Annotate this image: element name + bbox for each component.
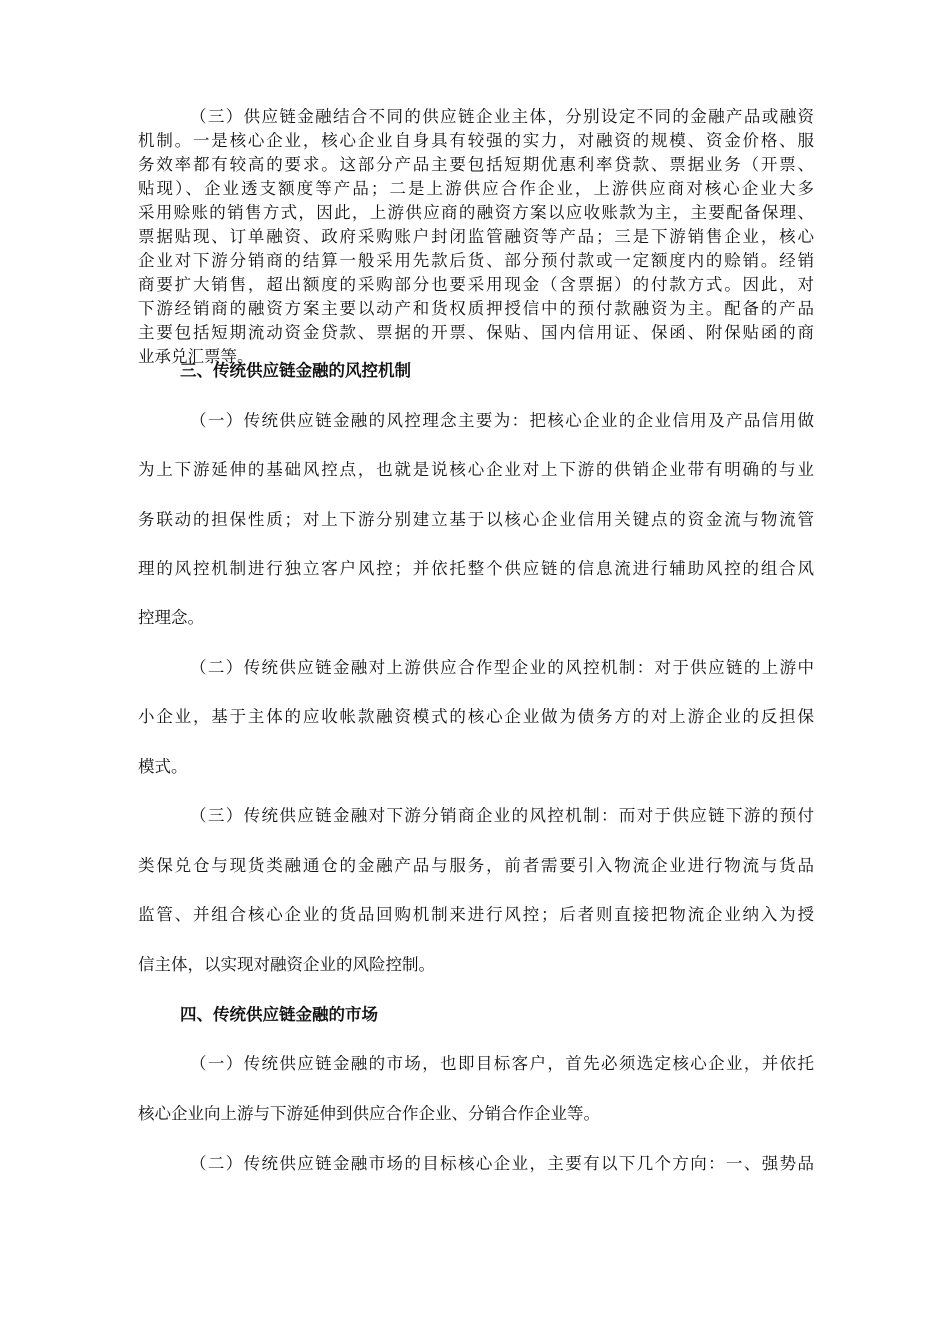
paragraph-line: 业承兑汇票等。: [138, 347, 254, 366]
paragraph-line: 类保兑仓与现货类融通仓的金融产品与服务，前者需要引入物流企业进行物流与货品: [138, 856, 814, 875]
paragraph-line: 信主体，以实现对融资企业的风险控制。: [138, 955, 435, 974]
section-heading: 四、传统供应链金融的市场: [180, 1005, 378, 1024]
paragraph-line: （三）供应链金融结合不同的供应链企业主体，分别设定不同的金融产品或融资: [190, 107, 814, 126]
paragraph-line: 采用赊账的销售方式，因此，上游供应商的融资方案以应收账款为主，主要配备保理、: [138, 203, 814, 222]
paragraph-line: 机制。一是核心企业，核心企业自身具有较强的实力，对融资的规模、资金价格、服: [138, 131, 814, 150]
paragraph-line: 理的风控机制进行独立客户风控；并依托整个供应链的信息流进行辅助风控的组合风: [138, 559, 814, 578]
paragraph-line: （三）传统供应链金融对下游分销商企业的风控机制：而对于供应链下游的预付: [190, 806, 814, 825]
paragraph-line: 票据贴现、订单融资、政府采购账户封闭监管融资等产品；三是下游销售企业，核心: [138, 227, 814, 246]
paragraph-line: 模式。: [138, 757, 188, 776]
paragraph-line: （二）传统供应链金融市场的目标核心企业，主要有以下几个方向：一、强势品: [190, 1154, 814, 1173]
paragraph-line: 小企业，基于主体的应收帐款融资模式的核心企业做为债务方的对上游企业的反担保: [138, 707, 814, 726]
paragraph-line: 务联动的担保性质；对上下游分别建立基于以核心企业信用关键点的资金流与物流管: [138, 510, 814, 529]
paragraph-line: 主要包括短期流动资金贷款、票据的开票、保贴、国内信用证、保函、附保贴函的商: [138, 323, 814, 342]
paragraph-line: 企业对下游分销商的结算一般采用先款后货、部分预付款或一定额度内的赊销。经销: [138, 251, 814, 270]
section-heading: 三、传统供应链金融的风控机制: [180, 361, 411, 380]
paragraph-line: （一）传统供应链金融的市场，也即目标客户，首先必须选定核心企业，并依托: [190, 1054, 814, 1073]
paragraph-line: （一）传统供应链金融的风控理念主要为：把核心企业的企业信用及产品信用做: [190, 411, 814, 430]
paragraph-line: 控理念。: [138, 608, 204, 627]
paragraph-line: 监管、并组合核心企业的货品回购机制来进行风控；后者则直接把物流企业纳入为授: [138, 905, 814, 924]
paragraph-line: 核心企业向上游与下游延伸到供应合作企业、分销合作企业等。: [138, 1104, 600, 1123]
paragraph-line: （二）传统供应链金融对上游供应合作型企业的风控机制：对于供应链的上游中: [190, 658, 814, 677]
paragraph-line: 为上下游延伸的基础风控点，也就是说核心企业对上下游的供销企业带有明确的与业: [138, 460, 814, 479]
paragraph-line: 务效率都有较高的要求。这部分产品主要包括短期优惠利率贷款、票据业务（开票、: [138, 155, 814, 174]
paragraph-line: 商要扩大销售，超出额度的采购部分也要采用现金（含票据）的付款方式。因此，对: [138, 275, 814, 294]
paragraph-line: 贴现）、企业透支额度等产品；二是上游供应合作企业，上游供应商对核心企业大多: [138, 179, 814, 198]
paragraph-line: 下游经销商的融资方案主要以动产和货权质押授信中的预付款融资为主。配备的产品: [138, 299, 814, 318]
